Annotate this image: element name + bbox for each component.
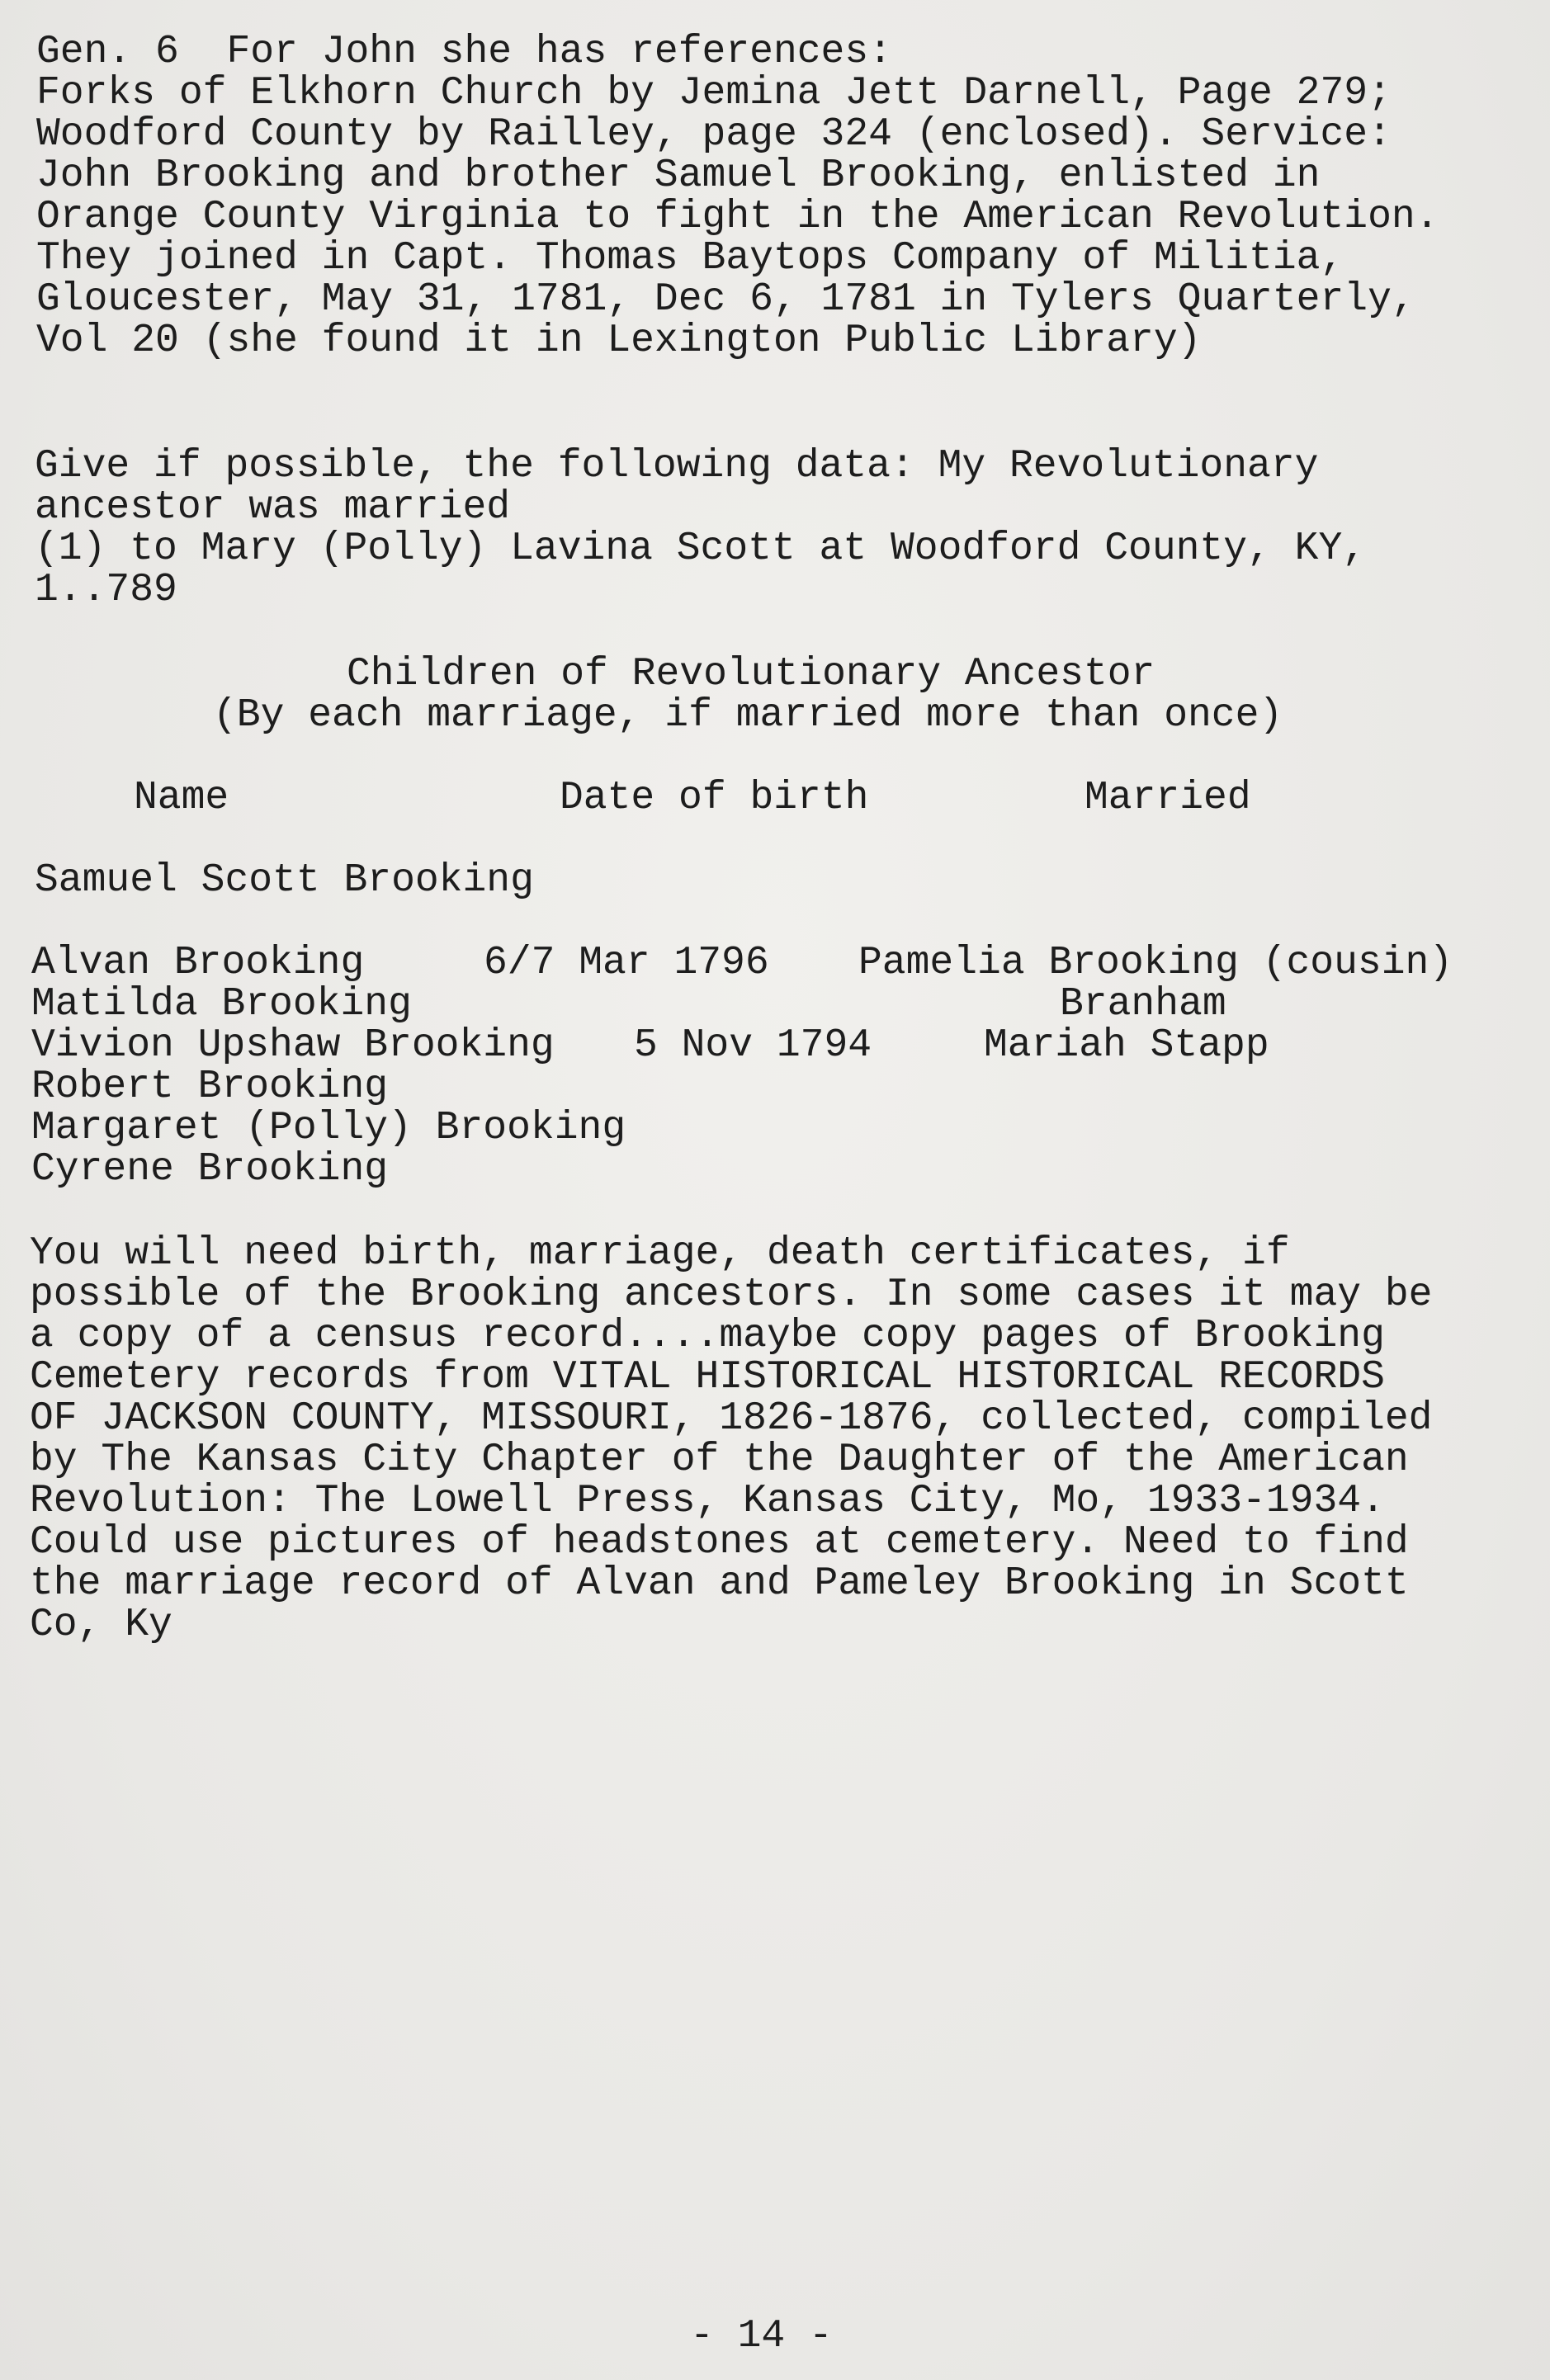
text-line: by The Kansas City Chapter of the Daughter of the American xyxy=(30,1438,1409,1482)
text-line: OF JACKSON COUNTY, MISSOURI, 1826-1876, collected, compiled xyxy=(30,1396,1433,1441)
text-line: ancestor was married xyxy=(35,485,511,530)
text-line: Woodford County by Railley, page 324 (enclosed). Service: xyxy=(36,112,1392,157)
text-line: Gloucester, May 31, 1781, Dec 6, 1781 in Tylers Quarterly, xyxy=(36,277,1415,322)
text-line: Gen. 6 For John she has references: xyxy=(36,30,892,74)
column-header-birth: Date of birth xyxy=(560,776,869,820)
children-heading-title: Children of Revolutionary Ancestor xyxy=(347,652,1155,697)
text-line: possible of the Brooking ancestors. In some cases it may be xyxy=(30,1273,1433,1317)
child-name: Matilda Brooking xyxy=(31,982,412,1027)
text-line: the marriage record of Alvan and Pameley Brooking in Scott xyxy=(30,1561,1409,1606)
text-line: Co, Ky xyxy=(30,1603,172,1647)
column-header-name: Name xyxy=(134,776,229,820)
child-birth: 6/7 Mar 1796 xyxy=(484,941,769,985)
child-married: Mariah Stapp xyxy=(984,1023,1269,1068)
page-number: - 14 - xyxy=(690,2314,833,2359)
text-line: Could use pictures of headstones at cemetery. Need to find xyxy=(30,1520,1409,1565)
text-line: Give if possible, the following data: My Revolutionary xyxy=(35,444,1319,489)
child-birth: 5 Nov 1794 xyxy=(634,1023,872,1068)
text-line: Revolution: The Lowell Press, Kansas City, Mo, 1933-1934. xyxy=(30,1479,1385,1523)
text-line: Forks of Elkhorn Church by Jemina Jett Darnell, Page 279; xyxy=(36,71,1392,116)
text-line: They joined in Capt. Thomas Baytops Company of Militia, xyxy=(36,236,1344,281)
children-heading-subtitle: (By each marriage, if married more than once) xyxy=(213,693,1283,738)
text-line: 1..789 xyxy=(35,568,177,612)
first-child-name: Samuel Scott Brooking xyxy=(35,858,534,903)
child-name: Robert Brooking xyxy=(31,1065,389,1109)
child-name: Alvan Brooking xyxy=(31,941,365,985)
child-name: Cyrene Brooking xyxy=(31,1147,389,1192)
text-line: (1) to Mary (Polly) Lavina Scott at Woodford County, KY, xyxy=(35,527,1367,571)
text-line: John Brooking and brother Samuel Brooking, enlisted in xyxy=(36,153,1321,198)
child-name: Margaret (Polly) Brooking xyxy=(31,1106,626,1150)
text-line: You will need birth, marriage, death certificates, if xyxy=(30,1231,1290,1276)
text-line: Orange County Virginia to fight in the American Revolution. xyxy=(36,195,1439,239)
text-line: a copy of a census record....maybe copy pages of Brooking xyxy=(30,1314,1385,1358)
column-header-married: Married xyxy=(1085,776,1251,820)
text-line: Vol 20 (she found it in Lexington Public Library) xyxy=(36,319,1202,363)
text-line: Cemetery records from VITAL HISTORICAL HISTORICAL RECORDS xyxy=(30,1355,1385,1400)
child-name: Vivion Upshaw Brooking xyxy=(31,1023,555,1068)
child-married: Pamelia Brooking (cousin) xyxy=(858,941,1453,985)
child-married: Branham xyxy=(1060,982,1226,1027)
